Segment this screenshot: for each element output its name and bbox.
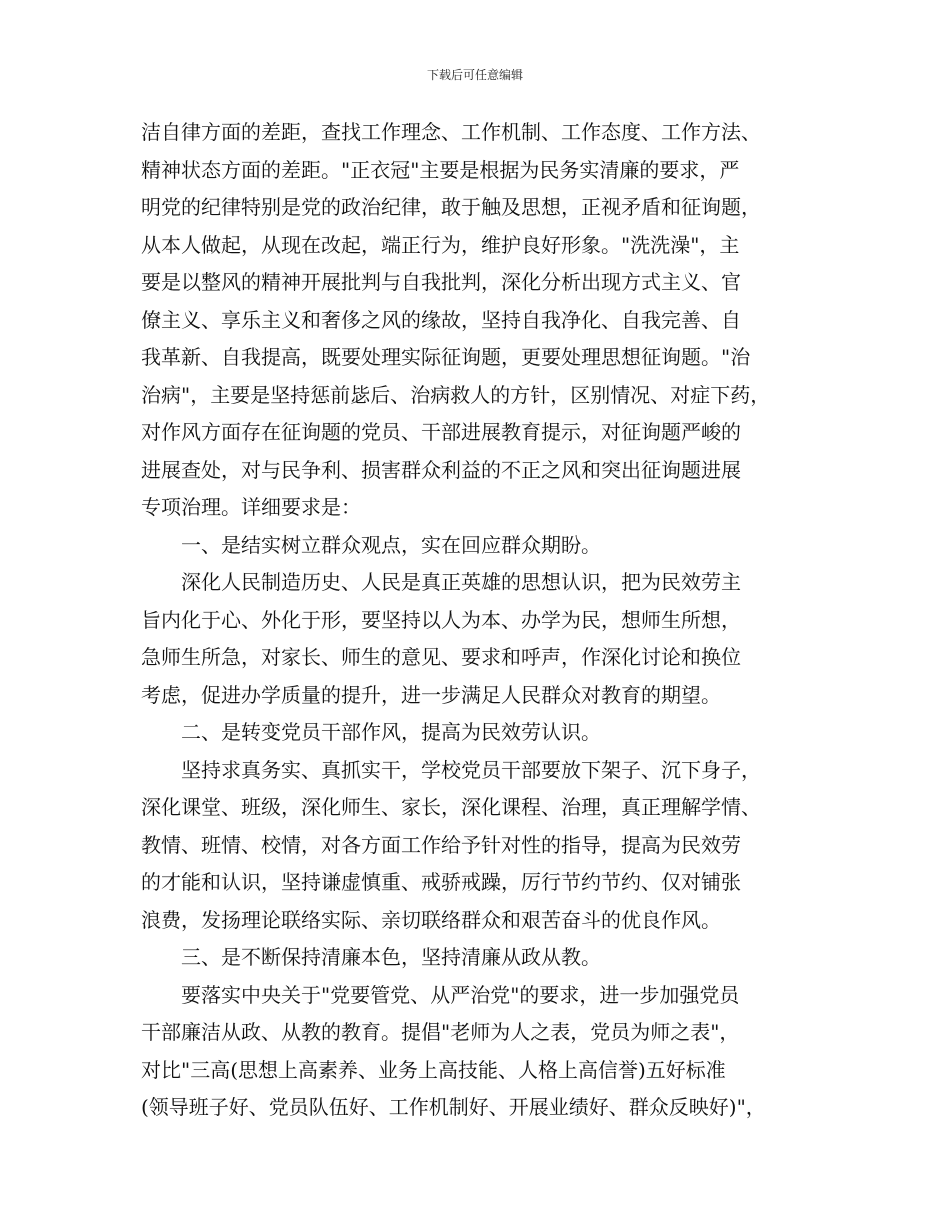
text-line: 精神状态方面的差距。"正衣冠"主要是根据为民务实清廉的要求，严 bbox=[141, 157, 740, 182]
text-line: 要落实中央关于"党要管党、从严治党"的要求，进一步加强党员 bbox=[181, 982, 740, 1007]
text-line: 要是以整风的精神开展批判与自我批判，深化分析出现方式主义、官 bbox=[141, 270, 741, 294]
text-line: 的才能和认识，坚持谦虚慎重、戒骄戒躁，厉行节约节约、仅对铺张 bbox=[141, 870, 741, 894]
text-line: 旨内化于心、外化于形，要坚持以人为本、办学为民，想师生所想， bbox=[141, 607, 741, 632]
text-line: 深化人民制造历史、人民是真正英雄的思想认识，把为民效劳主 bbox=[181, 570, 741, 594]
text-line: 我革新、自我提高，既要处理实际征询题，更要处理思想征询题。"治 bbox=[141, 345, 751, 369]
text-line: 僚主义、享乐主义和奢侈之风的缘故，坚持自我净化、自我完善、自 bbox=[141, 307, 741, 332]
text-line: 进展查处，对与民争利、损害群众利益的不正之风和突出征询题进展 bbox=[141, 457, 741, 482]
text-line: 坚持求真务实、真抓实干，学校党员干部要放下架子、沉下身子， bbox=[181, 757, 761, 782]
text-line: 三、是不断保持清廉本色，坚持清廉从政从教。 bbox=[181, 945, 601, 969]
text-line: 急师生所急，对家长、师生的意见、要求和呼声，作深化讨论和换位 bbox=[141, 645, 741, 669]
text-line: 考虑，促进办学质量的提升，进一步满足人民群众对教育的期望。 bbox=[141, 682, 721, 707]
text-line: 洁自律方面的差距，查找工作理念、工作机制、工作态度、工作方法、 bbox=[141, 120, 761, 144]
text-line: 对比"三高(思想上高素养、业务上高技能、人格上高信誉)五好标准 bbox=[141, 1057, 726, 1082]
text-line: 浪费，发扬理论联络实际、亲切联络群众和艰苦奋斗的优良作风。 bbox=[141, 907, 721, 932]
text-line: 二、是转变党员干部作风，提高为民效劳认识。 bbox=[181, 720, 601, 744]
text-line: 治病"，主要是坚持惩前毖后、治病救人的方针，区别情况、对症下药， bbox=[141, 382, 771, 407]
text-line: 深化课堂、班级，深化师生、家长，深化课程、治理，真正理解学情、 bbox=[141, 795, 761, 819]
document-body bbox=[141, 114, 821, 1127]
text-line: 一、是结实树立群众观点，实在回应群众期盼。 bbox=[181, 532, 601, 557]
text-line: 明党的纪律特别是党的政治纪律，敢于触及思想，正视矛盾和征询题， bbox=[141, 195, 761, 219]
text-line: 干部廉洁从政、从教的教育。提倡"老师为人之表，党员为师之表"， bbox=[141, 1020, 740, 1044]
text-line: 教情、班情、校情，对各方面工作给予针对性的指导，提高为民效劳 bbox=[141, 832, 741, 857]
text-line: (领导班子好、党员队伍好、工作机制好、开展业绩好、群众反映好)"， bbox=[141, 1095, 766, 1119]
text-line: 从本人做起，从现在改起，端正行为，维护良好形象。"洗洗澡"，主 bbox=[141, 232, 740, 257]
text-line: 对作风方面存在征询题的党员、干部进展教育提示，对征询题严峻的 bbox=[141, 420, 741, 444]
text-line: 专项治理。详细要求是： bbox=[141, 495, 361, 519]
page-header: 下载后可任意编辑 bbox=[426, 68, 523, 82]
